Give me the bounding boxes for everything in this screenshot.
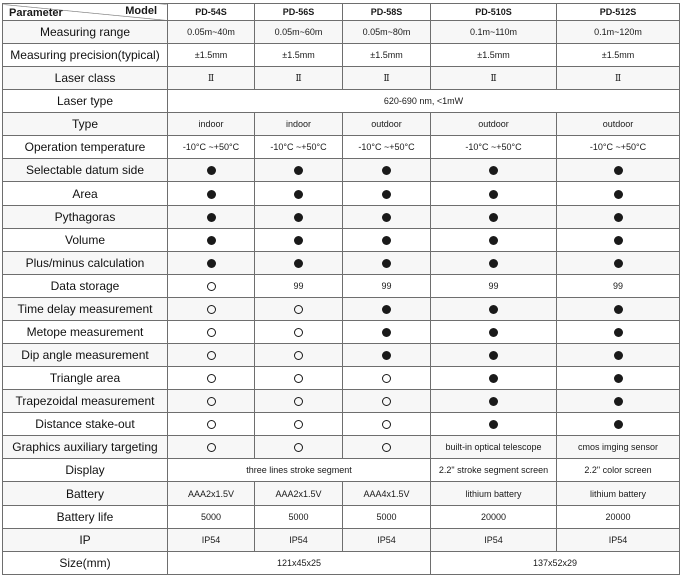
table-row [3, 344, 680, 367]
value-cell: Ⅱ [255, 67, 343, 90]
parameter-name: Size(mm) [3, 551, 168, 574]
parameter-name: Laser class [3, 67, 168, 90]
value-cell: ±1.5mm [255, 44, 343, 67]
hollow-circle-icon [294, 443, 303, 452]
feature-cell [557, 320, 680, 343]
parameter-name: Dip angle measurement [3, 344, 168, 367]
filled-dot-icon [614, 305, 623, 314]
filled-dot-icon [489, 397, 498, 406]
parameter-name: Trapezoidal measurement [3, 390, 168, 413]
filled-dot-icon [382, 236, 391, 245]
table-row [3, 459, 680, 482]
table-row [3, 413, 680, 436]
value-cell: 20000 [557, 505, 680, 528]
hollow-circle-icon [207, 397, 216, 406]
feature-cell [557, 413, 680, 436]
feature-cell [431, 251, 557, 274]
parameter-name: Graphics auxiliary targeting [3, 436, 168, 459]
hollow-circle-icon [207, 282, 216, 291]
parameter-name: Laser type [3, 90, 168, 113]
feature-cell [557, 297, 680, 320]
table-row [3, 90, 680, 113]
table-row [3, 274, 680, 297]
feature-cell [557, 390, 680, 413]
value-cell: indoor [168, 113, 255, 136]
feature-cell [557, 344, 680, 367]
feature-cell [168, 205, 255, 228]
filled-dot-icon [382, 328, 391, 337]
filled-dot-icon [382, 305, 391, 314]
value-cell: 137x52x29 [431, 551, 680, 574]
value-cell: 5000 [168, 505, 255, 528]
feature-cell [255, 251, 343, 274]
filled-dot-icon [294, 190, 303, 199]
model-header-label: Model [125, 5, 157, 17]
feature-cell [343, 367, 431, 390]
feature-cell [168, 367, 255, 390]
value-cell: cmos imging sensor [557, 436, 680, 459]
feature-cell [255, 367, 343, 390]
model-name-header: PD-512S [557, 4, 680, 21]
header-row [3, 4, 680, 21]
hollow-circle-icon [382, 397, 391, 406]
value-cell: 99 [255, 274, 343, 297]
feature-cell [431, 205, 557, 228]
value-cell: 99 [431, 274, 557, 297]
feature-cell [343, 320, 431, 343]
feature-cell [255, 344, 343, 367]
feature-cell [431, 159, 557, 182]
table-row [3, 320, 680, 343]
model-name-header: PD-58S [343, 4, 431, 21]
feature-cell [431, 390, 557, 413]
model-name-header: PD-56S [255, 4, 343, 21]
feature-cell [343, 413, 431, 436]
value-cell: 0.05m~80m [343, 20, 431, 43]
table-row [3, 205, 680, 228]
table-row [3, 436, 680, 459]
value-cell: Ⅱ [343, 67, 431, 90]
filled-dot-icon [294, 236, 303, 245]
filled-dot-icon [489, 213, 498, 222]
value-cell: 20000 [431, 505, 557, 528]
hollow-circle-icon [207, 351, 216, 360]
filled-dot-icon [489, 351, 498, 360]
feature-cell [168, 182, 255, 205]
feature-cell [343, 182, 431, 205]
hollow-circle-icon [207, 443, 216, 452]
filled-dot-icon [614, 236, 623, 245]
filled-dot-icon [489, 305, 498, 314]
value-cell: Ⅱ [168, 67, 255, 90]
filled-dot-icon [207, 213, 216, 222]
feature-cell [168, 159, 255, 182]
value-cell: outdoor [343, 113, 431, 136]
value-cell: outdoor [557, 113, 680, 136]
value-cell: 0.05m~60m [255, 20, 343, 43]
value-cell: AAA2x1.5V [168, 482, 255, 505]
feature-cell [431, 344, 557, 367]
parameter-name: Operation temperature [3, 136, 168, 159]
hollow-circle-icon [294, 351, 303, 360]
feature-cell [255, 297, 343, 320]
value-cell: -10°C ~+50°C [557, 136, 680, 159]
hollow-circle-icon [207, 374, 216, 383]
feature-cell [431, 297, 557, 320]
parameter-name: Selectable datum side [3, 159, 168, 182]
table-row [3, 528, 680, 551]
feature-cell [343, 436, 431, 459]
filled-dot-icon [489, 190, 498, 199]
feature-cell [343, 159, 431, 182]
value-cell: -10°C ~+50°C [255, 136, 343, 159]
parameter-name: Type [3, 113, 168, 136]
filled-dot-icon [294, 213, 303, 222]
feature-cell [557, 251, 680, 274]
hollow-circle-icon [294, 305, 303, 314]
feature-cell [168, 274, 255, 297]
filled-dot-icon [614, 190, 623, 199]
filled-dot-icon [489, 374, 498, 383]
filled-dot-icon [207, 190, 216, 199]
feature-cell [343, 228, 431, 251]
filled-dot-icon [294, 259, 303, 268]
parameter-name: Data storage [3, 274, 168, 297]
filled-dot-icon [614, 328, 623, 337]
table-row [3, 367, 680, 390]
filled-dot-icon [489, 236, 498, 245]
table-row [3, 136, 680, 159]
value-cell: Ⅱ [431, 67, 557, 90]
parameter-name: Area [3, 182, 168, 205]
filled-dot-icon [382, 213, 391, 222]
table-row [3, 297, 680, 320]
filled-dot-icon [382, 259, 391, 268]
hollow-circle-icon [294, 374, 303, 383]
hollow-circle-icon [207, 328, 216, 337]
feature-cell [255, 413, 343, 436]
filled-dot-icon [294, 166, 303, 175]
filled-dot-icon [207, 166, 216, 175]
header-corner-cell [3, 4, 168, 21]
parameter-name: Plus/minus calculation [3, 251, 168, 274]
filled-dot-icon [382, 166, 391, 175]
feature-cell [557, 228, 680, 251]
feature-cell [255, 159, 343, 182]
spec-table-body [3, 4, 680, 575]
value-cell: lithium battery [431, 482, 557, 505]
value-cell: indoor [255, 113, 343, 136]
feature-cell [255, 320, 343, 343]
hollow-circle-icon [207, 420, 216, 429]
feature-cell [343, 297, 431, 320]
value-cell: ±1.5mm [557, 44, 680, 67]
feature-cell [431, 320, 557, 343]
value-cell: IP54 [431, 528, 557, 551]
filled-dot-icon [614, 374, 623, 383]
filled-dot-icon [489, 166, 498, 175]
parameter-name: Volume [3, 228, 168, 251]
feature-cell [168, 297, 255, 320]
value-cell: ±1.5mm [431, 44, 557, 67]
feature-cell [255, 182, 343, 205]
value-cell: IP54 [255, 528, 343, 551]
table-row [3, 67, 680, 90]
filled-dot-icon [614, 351, 623, 360]
filled-dot-icon [382, 351, 391, 360]
table-row [3, 482, 680, 505]
hollow-circle-icon [207, 305, 216, 314]
hollow-circle-icon [294, 397, 303, 406]
parameter-name: Triangle area [3, 367, 168, 390]
table-row [3, 159, 680, 182]
model-name-header: PD-54S [168, 4, 255, 21]
value-cell: 5000 [255, 505, 343, 528]
table-row [3, 44, 680, 67]
parameter-header-label: Parameter [9, 6, 63, 19]
feature-cell [431, 182, 557, 205]
value-cell: AAA2x1.5V [255, 482, 343, 505]
table-row [3, 113, 680, 136]
value-cell: ±1.5mm [343, 44, 431, 67]
table-row [3, 182, 680, 205]
feature-cell [255, 390, 343, 413]
feature-cell [168, 390, 255, 413]
filled-dot-icon [207, 259, 216, 268]
table-row [3, 390, 680, 413]
value-cell: IP54 [557, 528, 680, 551]
table-row [3, 505, 680, 528]
parameter-name: Metope measurement [3, 320, 168, 343]
value-cell: Ⅱ [557, 67, 680, 90]
value-cell: 0.1m~120m [557, 20, 680, 43]
value-cell: built-in optical telescope [431, 436, 557, 459]
feature-cell [255, 436, 343, 459]
feature-cell [168, 413, 255, 436]
filled-dot-icon [614, 420, 623, 429]
value-cell: IP54 [168, 528, 255, 551]
feature-cell [168, 344, 255, 367]
value-cell: -10°C ~+50°C [168, 136, 255, 159]
hollow-circle-icon [294, 328, 303, 337]
filled-dot-icon [614, 213, 623, 222]
filled-dot-icon [614, 397, 623, 406]
value-cell: -10°C ~+50°C [343, 136, 431, 159]
parameter-name: Display [3, 459, 168, 482]
feature-cell [557, 205, 680, 228]
spec-table [2, 3, 680, 575]
value-cell: 0.05m~40m [168, 20, 255, 43]
table-row [3, 228, 680, 251]
parameter-name: Measuring precision(typical) [3, 44, 168, 67]
parameter-name: IP [3, 528, 168, 551]
value-cell: 99 [343, 274, 431, 297]
table-row [3, 251, 680, 274]
parameter-name: Distance stake-out [3, 413, 168, 436]
value-cell: 2.2" color screen [557, 459, 680, 482]
feature-cell [431, 367, 557, 390]
filled-dot-icon [489, 328, 498, 337]
feature-cell [343, 390, 431, 413]
value-cell: 121x45x25 [168, 551, 431, 574]
value-cell: 620-690 nm, <1mW [168, 90, 680, 113]
parameter-name: Battery [3, 482, 168, 505]
value-cell: lithium battery [557, 482, 680, 505]
value-cell: 5000 [343, 505, 431, 528]
value-cell: -10°C ~+50°C [431, 136, 557, 159]
value-cell: 99 [557, 274, 680, 297]
parameter-name: Time delay measurement [3, 297, 168, 320]
feature-cell [431, 228, 557, 251]
hollow-circle-icon [382, 374, 391, 383]
value-cell: 0.1m~110m [431, 20, 557, 43]
feature-cell [343, 205, 431, 228]
feature-cell [343, 344, 431, 367]
feature-cell [168, 228, 255, 251]
feature-cell [168, 251, 255, 274]
table-row [3, 551, 680, 574]
value-cell: outdoor [431, 113, 557, 136]
value-cell: 2.2" stroke segment screen [431, 459, 557, 482]
hollow-circle-icon [382, 420, 391, 429]
feature-cell [557, 159, 680, 182]
value-cell: IP54 [343, 528, 431, 551]
table-row [3, 20, 680, 43]
feature-cell [255, 205, 343, 228]
feature-cell [431, 413, 557, 436]
feature-cell [168, 320, 255, 343]
hollow-circle-icon [294, 420, 303, 429]
filled-dot-icon [489, 259, 498, 268]
hollow-circle-icon [382, 443, 391, 452]
feature-cell [557, 182, 680, 205]
parameter-name: Battery life [3, 505, 168, 528]
filled-dot-icon [207, 236, 216, 245]
parameter-name: Measuring range [3, 20, 168, 43]
feature-cell [557, 367, 680, 390]
value-cell: three lines stroke segment [168, 459, 431, 482]
value-cell: ±1.5mm [168, 44, 255, 67]
feature-cell [255, 228, 343, 251]
filled-dot-icon [614, 259, 623, 268]
feature-cell [168, 436, 255, 459]
filled-dot-icon [614, 166, 623, 175]
parameter-name: Pythagoras [3, 205, 168, 228]
filled-dot-icon [489, 420, 498, 429]
filled-dot-icon [382, 190, 391, 199]
value-cell: AAA4x1.5V [343, 482, 431, 505]
feature-cell [343, 251, 431, 274]
model-name-header: PD-510S [431, 4, 557, 21]
